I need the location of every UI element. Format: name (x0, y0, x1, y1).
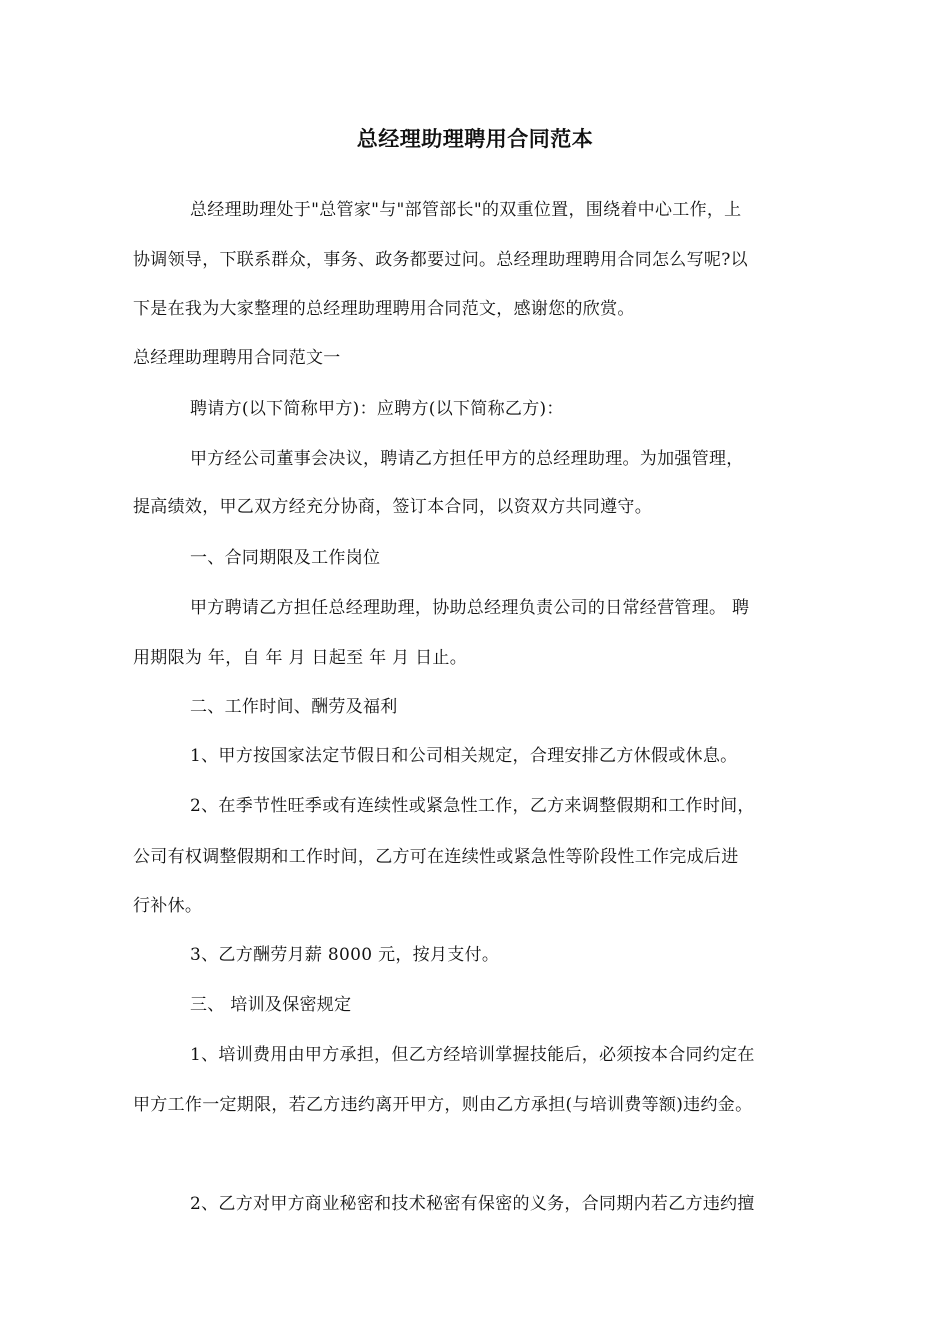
section-heading: 总经理助理聘用合同范文一 (133, 348, 341, 368)
paragraph-line: 提高绩效，甲乙双方经充分协商，签订本合同，以资双方共同遵守。 (133, 497, 652, 517)
section-heading: 二、工作时间、酬劳及福利 (190, 697, 398, 717)
document-title: 总经理助理聘用合同范本 (356, 127, 594, 151)
paragraph-line: 甲方工作一定期限，若乙方违约离开甲方，则由乙方承担(与培训费等额)违约金。 (133, 1095, 753, 1115)
paragraph-line: 1、甲方按国家法定节假日和公司相关规定，合理安排乙方休假或休息。 (190, 746, 738, 766)
paragraph-line: 用期限为 年，自 年 月 日起至 年 月 日止。 (133, 648, 468, 668)
section-heading: 一、合同期限及工作岗位 (190, 548, 381, 568)
paragraph-line: 1、培训费用由甲方承担，但乙方经培训掌握技能后，必须按本合同约定在 (190, 1045, 755, 1065)
paragraph-line: 甲方聘请乙方担任总经理助理，协助总经理负责公司的日常经营管理。 聘 (190, 598, 750, 618)
paragraph-line: 行补休。 (133, 896, 203, 916)
paragraph-line: 甲方经公司董事会决议，聘请乙方担任甲方的总经理助理。为加强管理， (190, 449, 744, 469)
paragraph-line: 公司有权调整假期和工作时间，乙方可在连续性或紧急性等阶段性工作完成后进 (133, 847, 739, 867)
paragraph-line: 总经理助理处于"总管家"与"部管部长"的双重位置，围绕着中心工作，上 (190, 200, 742, 220)
paragraph-line: 聘请方(以下简称甲方)：应聘方(以下简称乙方)： (190, 399, 564, 419)
paragraph-line: 下是在我为大家整理的总经理助理聘用合同范文，感谢您的欣赏。 (133, 299, 635, 319)
paragraph-line: 2、乙方对甲方商业秘密和技术秘密有保密的义务，合同期内若乙方违约擅 (190, 1194, 755, 1214)
paragraph-line: 协调领导，下联系群众，事务、政务都要过问。总经理助理聘用合同怎么写呢?以 (133, 250, 748, 270)
section-heading: 三、 培训及保密规定 (190, 995, 352, 1015)
paragraph-line: 2、在季节性旺季或有连续性或紧急性工作，乙方来调整假期和工作时间， (190, 796, 755, 816)
paragraph-line: 3、乙方酬劳月薪 8000 元，按月支付。 (190, 945, 500, 965)
